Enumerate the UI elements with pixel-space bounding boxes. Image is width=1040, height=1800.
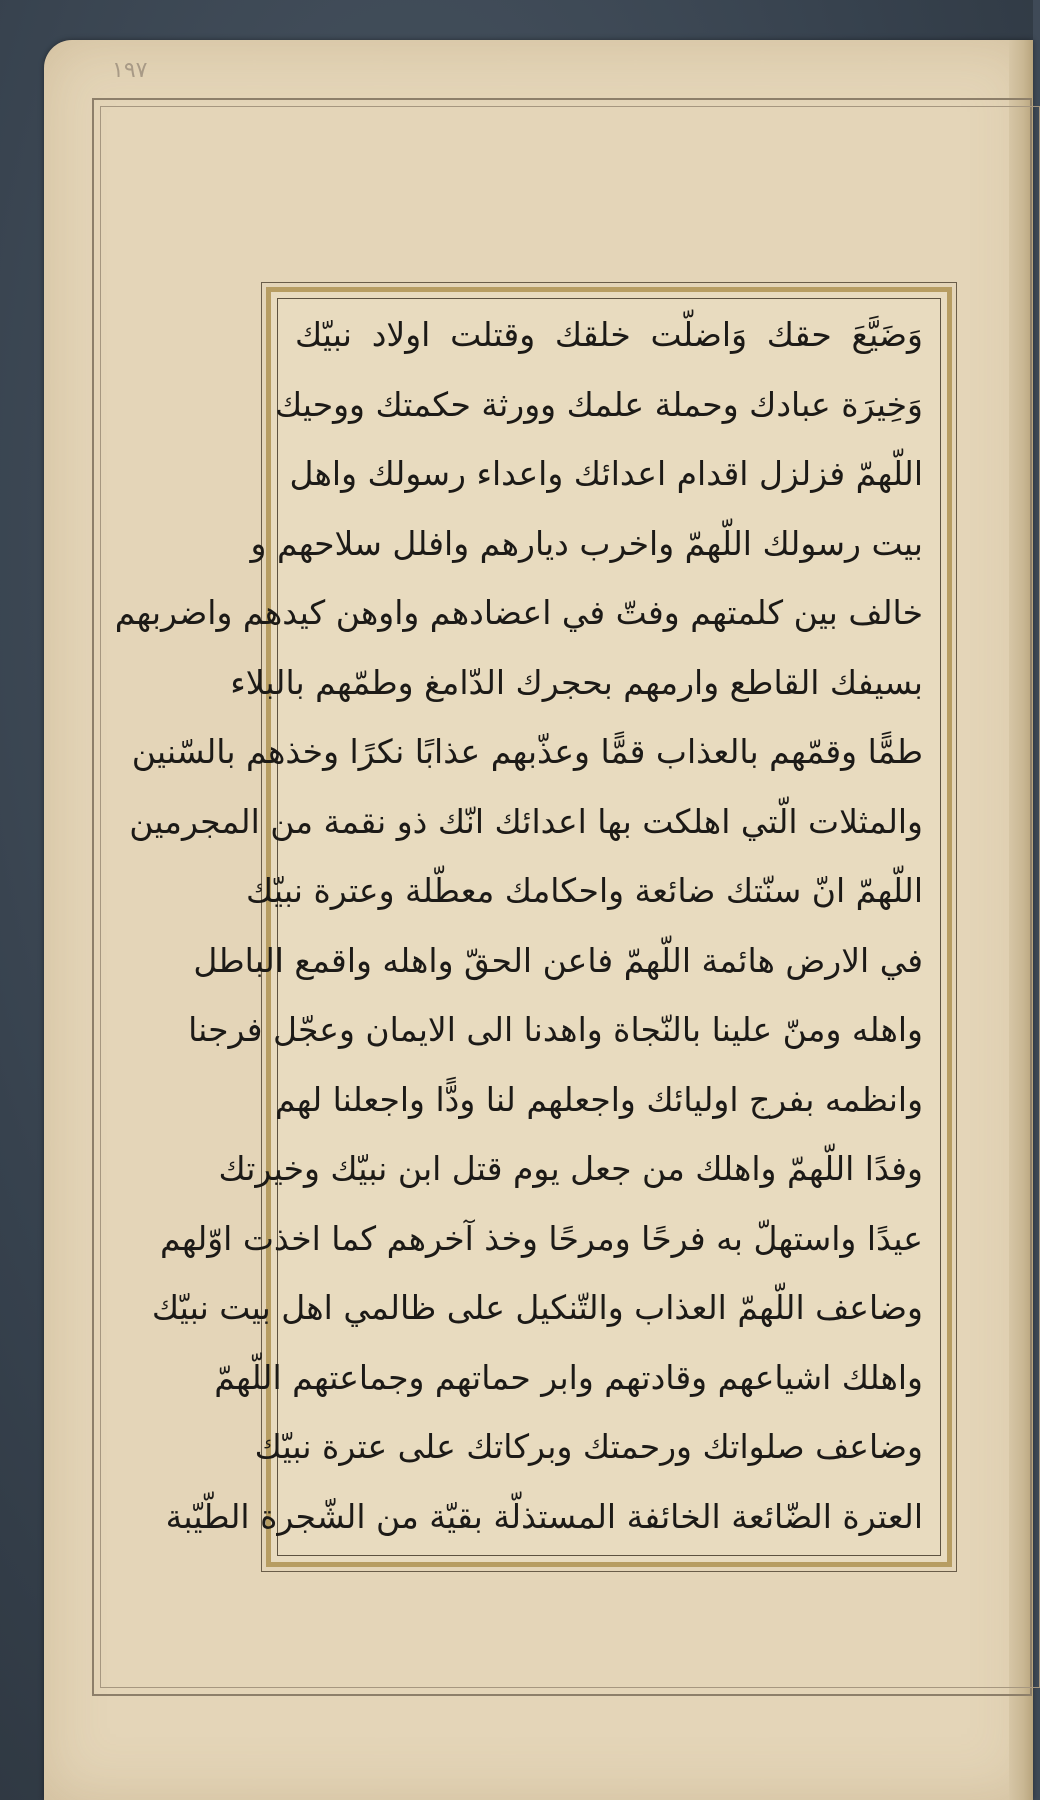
text-line: بسيفك القاطع وارمهم بحجرك الدّامغ وطمّهم بالبلاء [230,662,923,702]
text-line: العترة الضّائعة الخائفة المستذلّة بقيّة من الشّجرة الطّيّبة [165,1496,923,1536]
text-frame-gold-border [114,287,952,1567]
text-line: بيت رسولك اللّهمّ واخرب ديارهم وافلل سلاحهم و [250,523,923,563]
folio-number: ١٩٧ [112,58,148,83]
text-line: اللّهمّ فزلزل اقدام اعدائك واعداء رسولك واهل [289,454,923,494]
text-line: وضاعف اللّهمّ العذاب والتّنكيل على ظالمي اهل بيت نبيّك [151,1288,923,1328]
text-line: اللّهمّ انّ سنّتك ضائعة واحكامك معطّلة وعترة نبيّك [246,871,923,911]
text-line: وانظمه بفرج اوليائك واجعلهم لنا ودًّا واجعلنا لهم [274,1079,923,1119]
text-line: في الارض هائمة اللّهمّ فاعن الحقّ واهله واقمع الباطل [193,940,923,980]
text-line: خالف بين كلمتهم وفتّ في اعضادهم واوهن كيدهم واضربهم [114,593,923,633]
arabic-text-block [114,306,923,1546]
text-line: والمثلات الّتي اهلكت بها اعدائك انّك ذو نقمة من المجرمين [129,801,923,841]
text-line: واهلك اشياعهم وقادتهم وابر حماتهم وجماعتهم اللّهمّ [214,1357,923,1397]
text-line: طمًّا وقمّهم بالعذاب قمًّا وعذّبهم عذابًا نكرًا وخذهم بالسّنين [131,732,923,772]
text-line: وفدًا اللّهمّ واهلك من جعل يوم قتل ابن نبيّك وخيرتك [218,1149,923,1189]
text-line: وَضَيَّعَ حقك وَاضلّت خلقك وقتلت اولاد نبيّك [295,315,923,354]
text-line: واهله ومنّ علينا بالنّجاة واهدنا الى الايمان وعجّل فرجنا [188,1010,923,1050]
text-line: وَخِيرَة عبادك وحملة علمك وورثة حكمتك ووحيك [274,384,923,424]
text-line: عيدًا واستهلّ به فرحًا ومرحًا وخذ آخرهم كما اخذت اوّلهم [160,1218,923,1258]
text-line: وضاعف صلواتك ورحمتك وبركاتك على عترة نبيّك [254,1427,923,1467]
